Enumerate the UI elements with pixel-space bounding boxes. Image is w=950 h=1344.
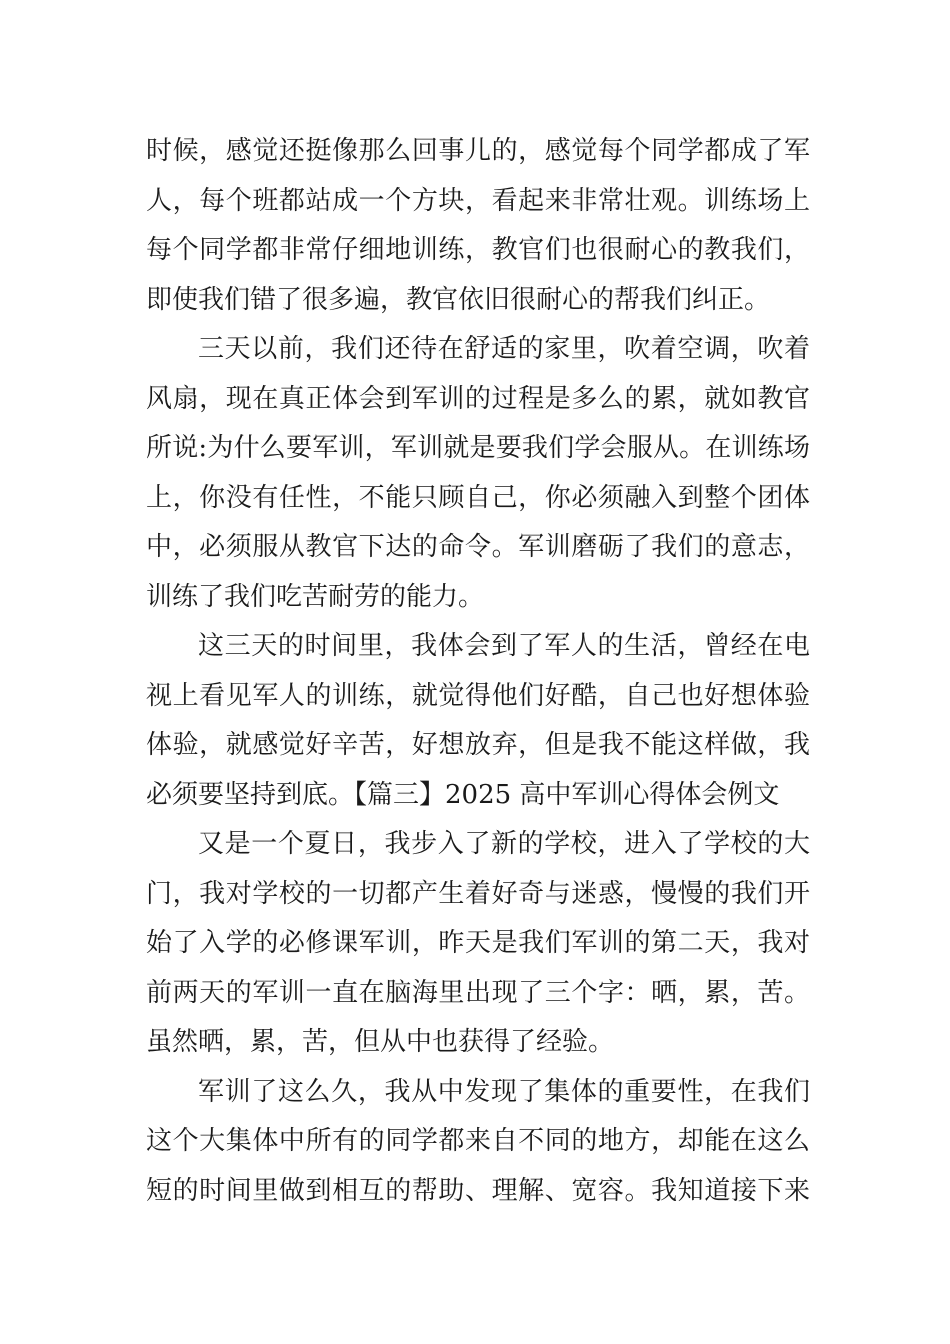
text-line: 所说:为什么要军训，军训就是要我们学会服从。在训练场 [146,433,810,463]
text-line: 虽然晒，累，苦，但从中也获得了经验。 [146,1027,615,1057]
text-line: 风扇，现在真正体会到军训的过程是多么的累，就如教官 [146,383,810,414]
text-line: 体验，就感觉好辛苦，好想放弃，但是我不能这样做，我 [146,730,810,760]
paragraph-first-line: 这三天的时间里，我体会到了军人的生活，曾经在电 [198,631,810,661]
text-line: 人，每个班都站成一个方块，看起来非常壮观。训练场上 [146,185,810,216]
text-line: 必须要坚持到底。【篇三】2025 高中军训心得体会例文 [146,779,780,810]
paragraph-first-line: 又是一个夏日，我步入了新的学校，进入了学校的大 [198,829,810,859]
text-line: 训练了我们吃苦耐劳的能力。 [146,581,485,612]
text-line: 始了入学的必修课军训，昨天是我们军训的第二天，我对 [146,928,810,958]
text-line: 即使我们错了很多遍，教官依旧很耐心的帮我们纠正。 [146,284,771,315]
text-line: 上，你没有任性，不能只顾自己，你必须融入到整个团体 [146,482,810,513]
text-line: 这个大集体中所有的同学都来自不同的地方，却能在这么 [146,1126,810,1156]
text-line: 时候，感觉还挺像那么回事儿的，感觉每个同学都成了军 [146,136,810,166]
text-line: 前两天的军训一直在脑海里出现了三个字：晒，累，苦。 [146,977,810,1008]
text-line: 每个同学都非常仔细地训练，教官们也很耐心的教我们， [146,235,810,265]
text-line: 视上看见军人的训练，就觉得他们好酷，自己也好想体验 [146,680,810,711]
text-line: 中，必须服从教官下达的命令。军训磨砺了我们的意志， [146,532,810,562]
text-line: 短的时间里做到相互的帮助、理解、宽容。我知道接下来 [146,1175,810,1206]
paragraph-first-line: 三天以前，我们还待在舒适的家里，吹着空调，吹着 [198,334,810,364]
paragraph-first-line: 军训了这么久，我从中发现了集体的重要性，在我们 [198,1076,810,1107]
text-line: 门，我对学校的一切都产生着好奇与迷惑，慢慢的我们开 [146,878,810,909]
document-body [146,127,810,1216]
